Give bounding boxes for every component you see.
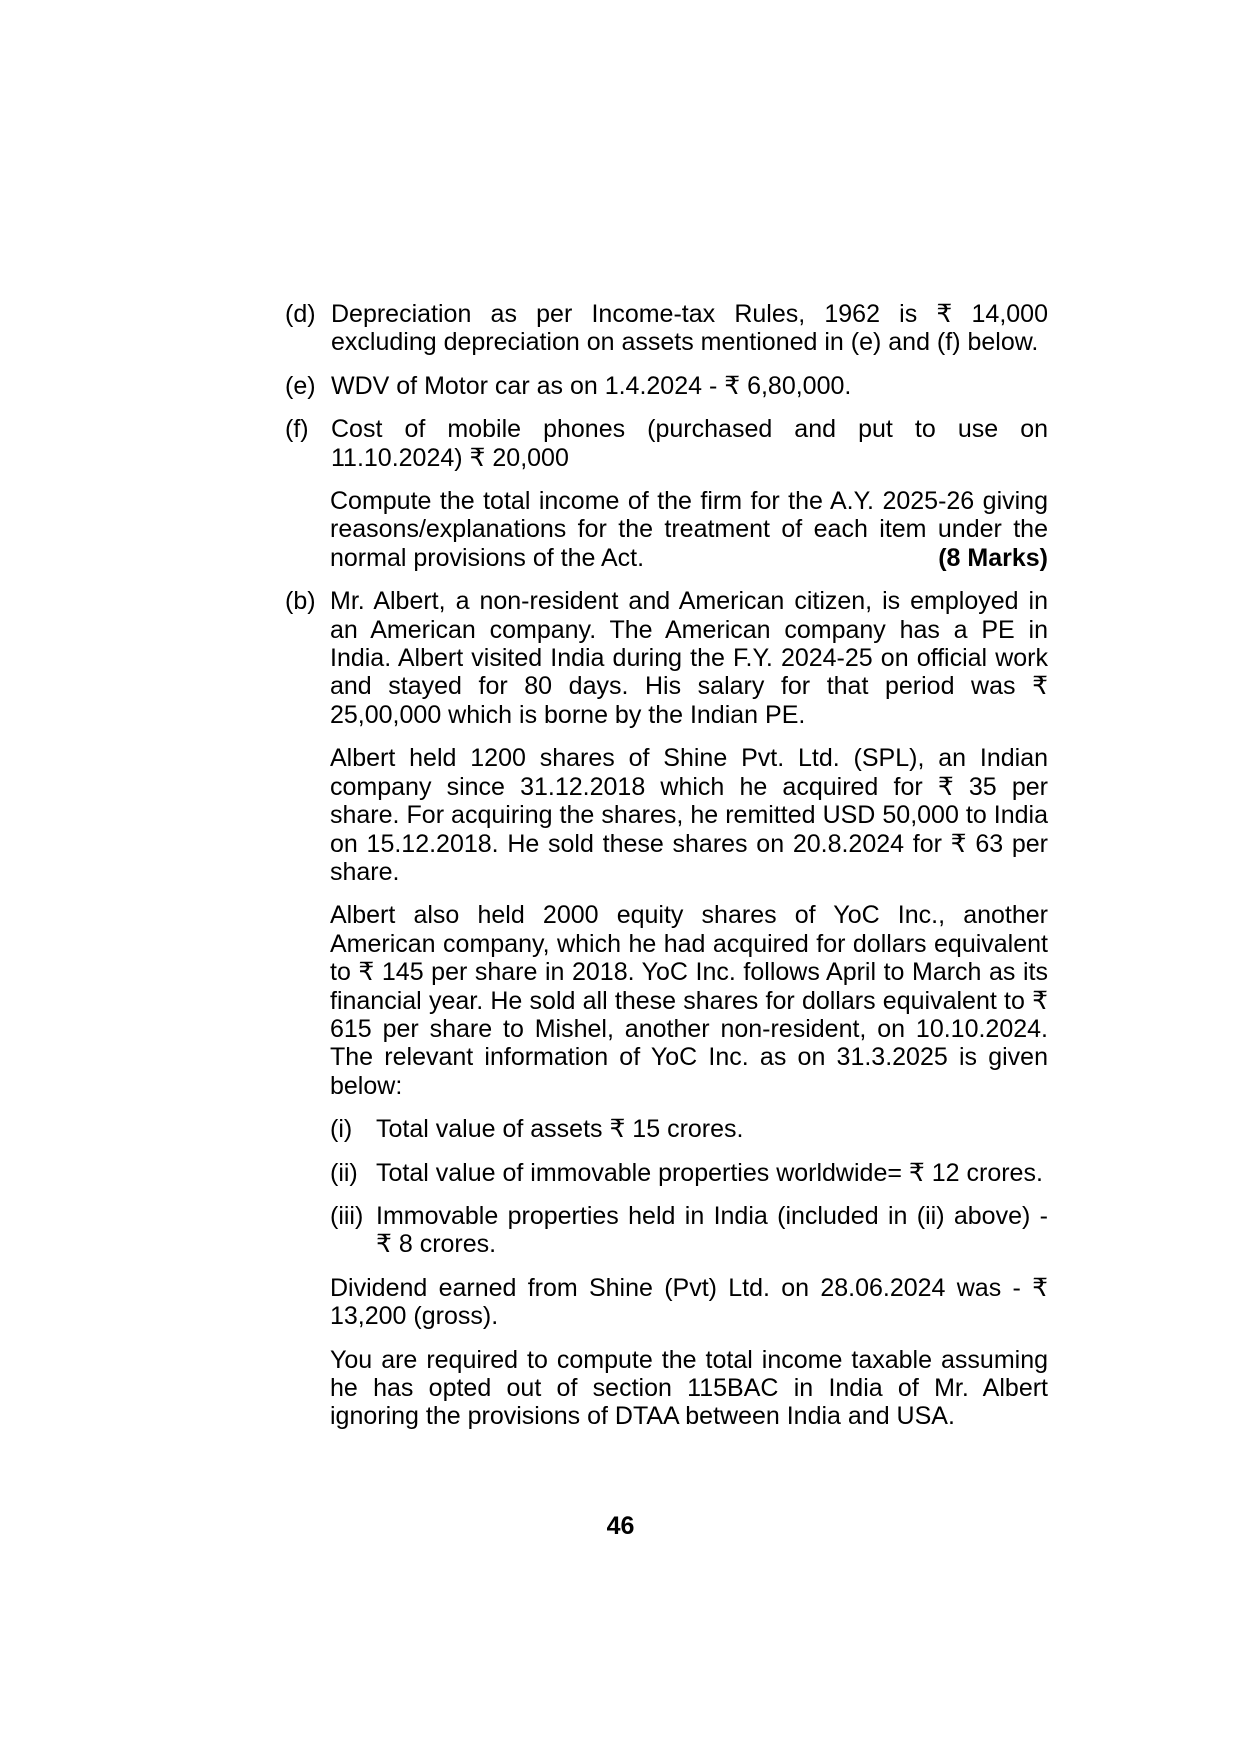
requirement-paragraph-b: You are required to compute the total income taxable assuming he has opted out of section 115BAC in India of Mr. Albert ignoring the provisions of DTAA between India and USA.: [330, 1345, 1048, 1431]
question-item-e: [285, 372, 1048, 400]
sub-item-text-iii: Immovable properties held in India (included in (ii) above) - ₹ 8 crores.: [376, 1201, 1048, 1259]
sub-item-label-iii: (iii): [330, 1201, 364, 1230]
item-label-f: (f): [285, 415, 309, 444]
item-label-e: (e): [285, 371, 316, 400]
marks-badge: (8 Marks): [938, 543, 1048, 572]
question-item-f: [285, 415, 1048, 472]
page-number: 46: [606, 1512, 635, 1540]
sub-item-iii: [330, 1202, 1048, 1259]
sub-item-label-i: (i): [330, 1115, 353, 1144]
sub-item-label-ii: (ii): [330, 1158, 358, 1187]
part-b-body: [330, 587, 1048, 1446]
sub-item-ii: [330, 1159, 1048, 1187]
part-b-label: (b): [285, 587, 316, 616]
question-content: [285, 300, 1048, 1461]
item-text-d: Depreciation as per Income-tax Rules, 1962 is ₹ 14,000 excluding depreciation on assets mentioned in (e) and (f) below.: [331, 300, 1048, 357]
dividend-paragraph: Dividend earned from Shine (Pvt) Ltd. on 28.06.2024 was - ₹ 13,200 (gross).: [330, 1273, 1048, 1331]
sub-item-text-ii: Total value of immovable properties worldwide= ₹ 12 crores.: [376, 1158, 1043, 1187]
item-text-e: WDV of Motor car as on 1.4.2024 - ₹ 6,80,000.: [331, 371, 852, 400]
part-a-requirement: [330, 487, 1048, 572]
requirement-text: Compute the total income of the firm for the A.Y. 2025-26 giving reasons/explanations for the treatment of each item under the normal provisions of the Act.: [330, 487, 1048, 572]
question-item-d: [285, 300, 1048, 357]
part-b-paragraph-1: Mr. Albert, a non-resident and American citizen, is employed in an American company. The American company has a PE in India. Albert visited India during the F.Y. 2024-25 on official work and stayed for 80 days. His salary for that period was ₹ 25,00,000 which is borne by the Indian PE.: [330, 587, 1048, 729]
sub-item-text-i: Total value of assets ₹ 15 crores.: [376, 1115, 744, 1144]
part-b-paragraph-3: Albert also held 2000 equity shares of YoC Inc., another American company, which he had acquired for dollars equivalent to ₹ 145 per share in 2018. YoC Inc. follows April to March as its financial year. He sold all these shares for dollars equivalent to ₹ 615 per share to Mishel, another non-resident, on 10.10.2024. The relevant information of YoC Inc. as on 31.3.2025 is given below:: [330, 901, 1048, 1100]
item-text-f: Cost of mobile phones (purchased and put to use on 11.10.2024) ₹ 20,000: [331, 415, 1048, 472]
question-part-b: [285, 587, 1048, 1446]
item-label-d: (d): [285, 300, 316, 328]
sub-item-i: [330, 1115, 1048, 1143]
part-b-paragraph-2: Albert held 1200 shares of Shine Pvt. Ltd. (SPL), an Indian company since 31.12.2018 which he acquired for ₹ 35 per share. For acquiring the shares, he remitted USD 50,000 to India on 15.12.2018. He sold these shares on 20.8.2024 for ₹ 63 per share.: [330, 744, 1048, 886]
